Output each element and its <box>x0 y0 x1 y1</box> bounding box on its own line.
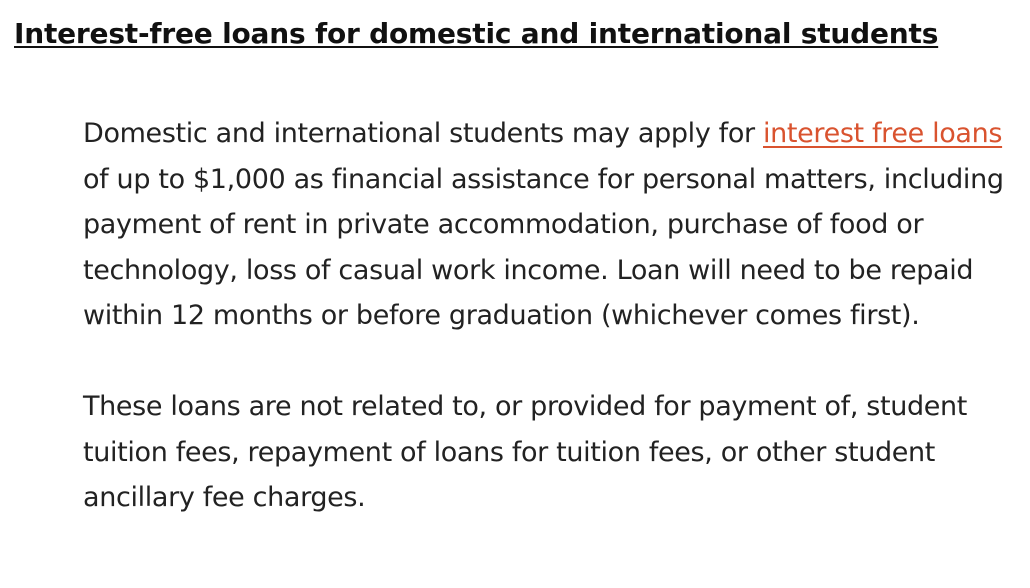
paragraph-text-after-link: of up to $1,000 as financial assistance for personal matters, including payment of rent in private accommodation, purchase of food or technology, loss of casual work income. Loan will need to be repaid within 12 months or before graduation (whichever comes first). <box>83 163 1004 331</box>
section-heading: Interest-free loans for domestic and international students <box>14 17 939 50</box>
paragraph-loan-restrictions: These loans are not related to, or provided for payment of, student tuition fees, repayment of loans for tuition fees, or other student ancillary fee charges. <box>83 391 968 513</box>
paragraph-text-before-link: Domestic and international students may apply for <box>83 118 763 149</box>
interest-free-loans-link[interactable]: interest free loans <box>763 118 1003 149</box>
paragraph-loan-eligibility <box>83 111 1028 339</box>
content-block <box>83 111 1028 521</box>
